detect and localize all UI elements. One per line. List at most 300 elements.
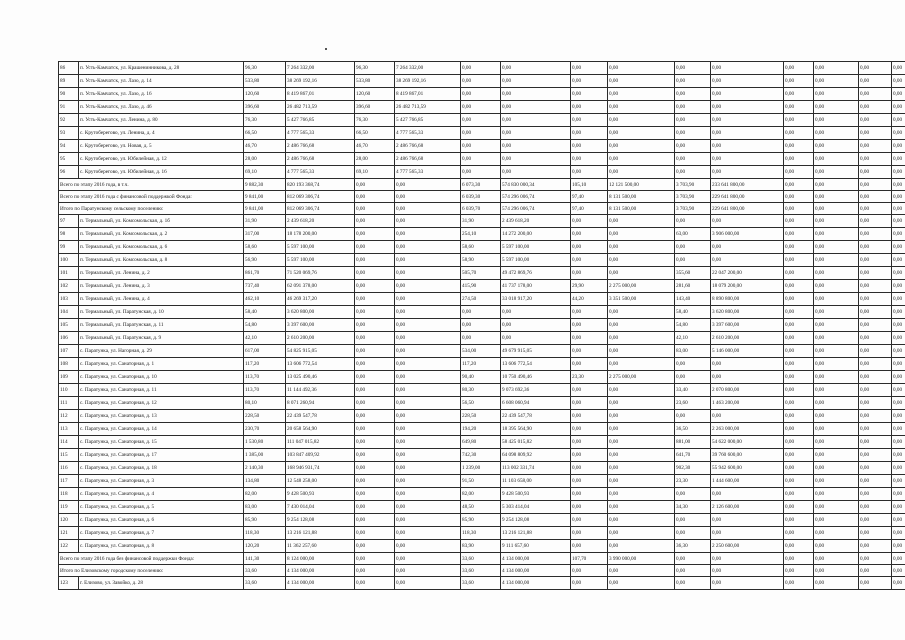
value-cell: 0,00 bbox=[501, 306, 571, 319]
value-cell: 0,00 bbox=[501, 319, 571, 332]
value-cell: 274,50 bbox=[461, 293, 501, 306]
value-cell: 0,00 bbox=[395, 410, 461, 423]
address-cell: п. Термальный, ул. Паратунская, д. 9 bbox=[79, 332, 244, 345]
value-cell: 574 830 000,34 bbox=[501, 179, 571, 191]
value-cell: 8 071 260,94 bbox=[286, 397, 355, 410]
row-number: 100 bbox=[59, 254, 79, 267]
value-cell: 0,00 bbox=[892, 527, 905, 540]
value-cell: 48,50 bbox=[461, 501, 501, 514]
value-cell: 0,00 bbox=[784, 384, 814, 397]
value-cell: 0,00 bbox=[784, 267, 814, 280]
value-cell: 2 610 200,00 bbox=[286, 332, 355, 345]
value-cell: 0,00 bbox=[892, 215, 905, 228]
value-cell: 12 121 500,00 bbox=[608, 179, 675, 191]
value-cell: 3 906 000,00 bbox=[711, 228, 784, 241]
table-body bbox=[59, 62, 905, 590]
row-number: 115 bbox=[59, 449, 79, 462]
value-cell: 0,00 bbox=[355, 514, 395, 527]
value-cell: 0,00 bbox=[892, 254, 905, 267]
value-cell: 0,00 bbox=[814, 345, 859, 358]
table-row bbox=[59, 358, 905, 371]
value-cell: 4 777 565,33 bbox=[286, 166, 355, 179]
row-number: 99 bbox=[59, 241, 79, 254]
value-cell: 0,00 bbox=[859, 397, 892, 410]
value-cell: 0,00 bbox=[395, 436, 461, 449]
value-cell: 0,00 bbox=[892, 501, 905, 514]
value-cell: 0,00 bbox=[784, 565, 814, 577]
value-cell: 0,00 bbox=[675, 241, 711, 254]
value-cell: 2 140,30 bbox=[244, 462, 286, 475]
value-cell: 617,00 bbox=[244, 345, 286, 358]
value-cell: 0,00 bbox=[892, 228, 905, 241]
value-cell: 0,00 bbox=[355, 384, 395, 397]
value-cell: 0,00 bbox=[892, 280, 905, 293]
value-cell: 505,70 bbox=[461, 267, 501, 280]
value-cell: 0,00 bbox=[814, 371, 859, 384]
value-cell: 0,00 bbox=[784, 215, 814, 228]
value-cell: 0,00 bbox=[814, 527, 859, 540]
row-number: 119 bbox=[59, 501, 79, 514]
value-cell: 0,00 bbox=[892, 371, 905, 384]
value-cell: 0,00 bbox=[784, 527, 814, 540]
value-cell: 22 047 200,00 bbox=[711, 267, 784, 280]
value-cell: 0,00 bbox=[859, 62, 892, 75]
value-cell: 0,00 bbox=[355, 345, 395, 358]
value-cell: 13 606 772,54 bbox=[286, 358, 355, 371]
value-cell: 0,00 bbox=[784, 319, 814, 332]
value-cell: 4 134 000,00 bbox=[501, 577, 571, 590]
value-cell: 742,30 bbox=[461, 449, 501, 462]
row-number: 106 bbox=[59, 332, 79, 345]
value-cell: 0,00 bbox=[711, 553, 784, 565]
value-cell: 0,00 bbox=[814, 166, 859, 179]
value-cell: 0,00 bbox=[395, 267, 461, 280]
value-cell: 0,00 bbox=[501, 127, 571, 140]
value-cell: 96,30 bbox=[244, 62, 286, 75]
value-cell: 13 025 490,46 bbox=[286, 371, 355, 384]
value-cell: 0,00 bbox=[501, 75, 571, 88]
table-row bbox=[59, 436, 905, 449]
value-cell: 0,00 bbox=[859, 319, 892, 332]
table-row bbox=[59, 75, 905, 88]
value-cell: 0,00 bbox=[608, 228, 675, 241]
value-cell: 820 193 368,74 bbox=[286, 179, 355, 191]
value-cell: 0,00 bbox=[355, 215, 395, 228]
value-cell: 0,00 bbox=[571, 140, 608, 153]
table-row bbox=[59, 319, 905, 332]
value-cell: 0,00 bbox=[395, 280, 461, 293]
value-cell: 0,00 bbox=[814, 153, 859, 166]
value-cell: 0,00 bbox=[859, 577, 892, 590]
value-cell: 0,00 bbox=[784, 101, 814, 114]
row-number: 105 bbox=[59, 319, 79, 332]
value-cell: 0,00 bbox=[784, 254, 814, 267]
value-cell: 233 641 800,00 bbox=[711, 179, 784, 191]
value-cell: 0,00 bbox=[608, 423, 675, 436]
value-cell: 0,00 bbox=[859, 228, 892, 241]
value-cell: 0,00 bbox=[461, 332, 501, 345]
value-cell: 0,00 bbox=[814, 488, 859, 501]
address-cell: п. Усть-Камчатск, ул. Крашенинникова, д. 28 bbox=[79, 62, 244, 75]
value-cell: 0,00 bbox=[859, 191, 892, 203]
value-cell: 31,90 bbox=[461, 215, 501, 228]
value-cell: 0,00 bbox=[571, 397, 608, 410]
value-cell: 0,00 bbox=[355, 475, 395, 488]
value-cell: 0,00 bbox=[892, 293, 905, 306]
value-cell: 0,00 bbox=[711, 215, 784, 228]
row-number: 98 bbox=[59, 228, 79, 241]
value-cell: 0,00 bbox=[892, 88, 905, 101]
value-cell: 134,80 bbox=[244, 475, 286, 488]
value-cell: 49 679 915,05 bbox=[501, 345, 571, 358]
value-cell: 85,90 bbox=[244, 514, 286, 527]
value-cell: 0,00 bbox=[892, 306, 905, 319]
row-number: 102 bbox=[59, 280, 79, 293]
value-cell: 54,80 bbox=[244, 319, 286, 332]
summary-row bbox=[59, 191, 905, 203]
value-cell: 0,00 bbox=[675, 166, 711, 179]
row-number: 89 bbox=[59, 75, 79, 88]
value-cell: 0,00 bbox=[395, 371, 461, 384]
row-number: 114 bbox=[59, 436, 79, 449]
row-number: 113 bbox=[59, 423, 79, 436]
value-cell: 0,00 bbox=[608, 267, 675, 280]
value-cell: 0,00 bbox=[892, 203, 905, 215]
value-cell: 0,00 bbox=[675, 153, 711, 166]
value-cell: 0,00 bbox=[571, 332, 608, 345]
value-cell: 0,00 bbox=[571, 475, 608, 488]
value-cell: 0,00 bbox=[711, 254, 784, 267]
value-cell: 0,00 bbox=[814, 553, 859, 565]
value-cell: 0,00 bbox=[784, 462, 814, 475]
value-cell: 0,00 bbox=[859, 371, 892, 384]
value-cell: 58,40 bbox=[675, 306, 711, 319]
value-cell: 85,90 bbox=[461, 514, 501, 527]
value-cell: 7 264 332,00 bbox=[286, 62, 355, 75]
value-cell: 33,60 bbox=[461, 577, 501, 590]
value-cell: 0,00 bbox=[675, 127, 711, 140]
value-cell: 9 073 692,36 bbox=[501, 384, 571, 397]
value-cell: 0,00 bbox=[814, 280, 859, 293]
value-cell: 26 482 713,59 bbox=[286, 101, 355, 114]
value-cell: 396,60 bbox=[244, 101, 286, 114]
scan-speck bbox=[325, 48, 327, 50]
value-cell: 0,00 bbox=[859, 565, 892, 577]
table-row bbox=[59, 410, 905, 423]
value-cell: 0,00 bbox=[711, 62, 784, 75]
value-cell: 0,00 bbox=[395, 527, 461, 540]
value-cell: 0,00 bbox=[571, 101, 608, 114]
value-cell: 0,00 bbox=[814, 88, 859, 101]
summary-row bbox=[59, 553, 905, 565]
value-cell: 91,50 bbox=[461, 475, 501, 488]
value-cell: 0,00 bbox=[784, 514, 814, 527]
value-cell: 0,00 bbox=[675, 527, 711, 540]
value-cell: 396,60 bbox=[355, 101, 395, 114]
value-cell: 0,00 bbox=[859, 332, 892, 345]
value-cell: 0,00 bbox=[711, 577, 784, 590]
table-row bbox=[59, 114, 905, 127]
value-cell: 0,00 bbox=[784, 241, 814, 254]
value-cell: 0,00 bbox=[461, 127, 501, 140]
value-cell: 8 131 500,00 bbox=[608, 203, 675, 215]
value-cell: 0,00 bbox=[571, 215, 608, 228]
row-number: 90 bbox=[59, 88, 79, 101]
value-cell: 105,10 bbox=[571, 179, 608, 191]
row-number: 101 bbox=[59, 267, 79, 280]
value-cell: 0,00 bbox=[355, 540, 395, 553]
value-cell: 0,00 bbox=[892, 319, 905, 332]
value-cell: 0,00 bbox=[461, 75, 501, 88]
table-row bbox=[59, 306, 905, 319]
value-cell: 46,70 bbox=[355, 140, 395, 153]
value-cell: 6 073,30 bbox=[461, 179, 501, 191]
value-cell: 9 428 500,93 bbox=[501, 488, 571, 501]
value-cell: 13 216 121,88 bbox=[286, 527, 355, 540]
table-row bbox=[59, 501, 905, 514]
value-cell: 0,00 bbox=[814, 384, 859, 397]
value-cell: 0,00 bbox=[814, 75, 859, 88]
summary-label: Всего по этапу 2016 года, в т.ч. bbox=[59, 179, 244, 191]
value-cell: 66,50 bbox=[355, 127, 395, 140]
value-cell: 2 486 766,68 bbox=[286, 153, 355, 166]
value-cell: 18 079 200,00 bbox=[711, 280, 784, 293]
address-cell: с. Паратунка, ул. Санаторная, д. 11 bbox=[79, 384, 244, 397]
value-cell: 812 069 306,74 bbox=[286, 203, 355, 215]
value-cell: 118,30 bbox=[461, 527, 501, 540]
value-cell: 0,00 bbox=[675, 88, 711, 101]
value-cell: 0,00 bbox=[711, 514, 784, 527]
value-cell: 31,90 bbox=[244, 215, 286, 228]
value-cell: 0,00 bbox=[814, 423, 859, 436]
value-cell: 2 275 000,00 bbox=[608, 371, 675, 384]
value-cell: 0,00 bbox=[608, 101, 675, 114]
table-row bbox=[59, 280, 905, 293]
value-cell: 0,00 bbox=[355, 191, 395, 203]
value-cell: 33,40 bbox=[675, 384, 711, 397]
value-cell: 0,00 bbox=[355, 436, 395, 449]
value-cell: 0,00 bbox=[501, 166, 571, 179]
value-cell: 1 444 600,00 bbox=[711, 475, 784, 488]
value-cell: 0,00 bbox=[355, 306, 395, 319]
value-cell: 4 134 000,00 bbox=[501, 565, 571, 577]
value-cell: 0,00 bbox=[461, 114, 501, 127]
value-cell: 0,00 bbox=[461, 319, 501, 332]
value-cell: 0,00 bbox=[675, 215, 711, 228]
value-cell: 0,00 bbox=[675, 114, 711, 127]
value-cell: 0,00 bbox=[814, 179, 859, 191]
value-cell: 56,90 bbox=[244, 254, 286, 267]
value-cell: 0,00 bbox=[355, 488, 395, 501]
table-row bbox=[59, 527, 905, 540]
value-cell: 649,80 bbox=[461, 436, 501, 449]
value-cell: 0,00 bbox=[859, 436, 892, 449]
value-cell: 0,00 bbox=[395, 488, 461, 501]
value-cell: 0,00 bbox=[675, 358, 711, 371]
value-cell: 0,00 bbox=[711, 101, 784, 114]
value-cell: 0,00 bbox=[675, 514, 711, 527]
value-cell: 55 942 600,00 bbox=[711, 462, 784, 475]
value-cell: 6 039,30 bbox=[461, 191, 501, 203]
value-cell: 0,00 bbox=[461, 101, 501, 114]
value-cell: 38 269 192,16 bbox=[286, 75, 355, 88]
table-row bbox=[59, 540, 905, 553]
row-number: 117 bbox=[59, 475, 79, 488]
value-cell: 0,00 bbox=[859, 267, 892, 280]
value-cell: 0,00 bbox=[395, 345, 461, 358]
value-cell: 0,00 bbox=[675, 553, 711, 565]
value-cell: 0,00 bbox=[784, 153, 814, 166]
value-cell: 3 703,90 bbox=[675, 179, 711, 191]
value-cell: 0,00 bbox=[892, 514, 905, 527]
value-cell: 80,10 bbox=[244, 397, 286, 410]
value-cell: 0,00 bbox=[571, 449, 608, 462]
value-cell: 0,00 bbox=[784, 332, 814, 345]
value-cell: 0,00 bbox=[784, 228, 814, 241]
value-cell: 0,00 bbox=[814, 114, 859, 127]
value-cell: 0,00 bbox=[395, 191, 461, 203]
value-cell: 0,00 bbox=[395, 577, 461, 590]
value-cell: 0,00 bbox=[814, 410, 859, 423]
table-row bbox=[59, 475, 905, 488]
value-cell: 0,00 bbox=[571, 267, 608, 280]
value-cell: 118,30 bbox=[244, 527, 286, 540]
value-cell: 0,00 bbox=[395, 203, 461, 215]
value-cell: 0,00 bbox=[859, 345, 892, 358]
address-cell: с. Паратунка, ул. Нагорная, д. 29 bbox=[79, 345, 244, 358]
value-cell: 902,30 bbox=[675, 462, 711, 475]
address-cell: с. Паратунка, ул. Санаторная, д. 12 bbox=[79, 397, 244, 410]
row-number: 104 bbox=[59, 306, 79, 319]
value-cell: 0,00 bbox=[395, 228, 461, 241]
value-cell: 0,00 bbox=[859, 153, 892, 166]
value-cell: 97,40 bbox=[571, 191, 608, 203]
value-cell: 0,00 bbox=[711, 527, 784, 540]
value-cell: 3 620 800,00 bbox=[286, 306, 355, 319]
value-cell: 0,00 bbox=[784, 577, 814, 590]
value-cell: 141,30 bbox=[244, 553, 286, 565]
value-cell: 0,00 bbox=[608, 114, 675, 127]
row-number: 97 bbox=[59, 215, 79, 228]
value-cell: 0,00 bbox=[501, 88, 571, 101]
value-cell: 0,00 bbox=[784, 114, 814, 127]
value-cell: 0,00 bbox=[571, 75, 608, 88]
value-cell: 0,00 bbox=[608, 215, 675, 228]
row-number: 112 bbox=[59, 410, 79, 423]
value-cell: 0,00 bbox=[892, 565, 905, 577]
value-cell: 58,60 bbox=[461, 241, 501, 254]
value-cell: 2 439 618,20 bbox=[286, 215, 355, 228]
table-row bbox=[59, 153, 905, 166]
value-cell: 76,30 bbox=[244, 114, 286, 127]
summary-label: Итого по Паратунскому сельскому поселению: bbox=[59, 203, 244, 215]
value-cell: 0,00 bbox=[892, 358, 905, 371]
value-cell: 254,10 bbox=[461, 228, 501, 241]
value-cell: 8 124 000,00 bbox=[286, 553, 355, 565]
value-cell: 0,00 bbox=[608, 436, 675, 449]
value-cell: 0,00 bbox=[892, 345, 905, 358]
address-cell: п. Термальный, ул. Ленина, д. 2 bbox=[79, 267, 244, 280]
value-cell: 0,00 bbox=[608, 410, 675, 423]
address-cell: с. Паратунка, ул. Санаторная, д. 15 bbox=[79, 436, 244, 449]
value-cell: 0,00 bbox=[784, 488, 814, 501]
value-cell: 0,00 bbox=[859, 179, 892, 191]
value-cell: 0,00 bbox=[814, 319, 859, 332]
value-cell: 0,00 bbox=[395, 358, 461, 371]
value-cell: 66,50 bbox=[244, 127, 286, 140]
address-cell: п. Термальный, ул. Комсомольская, д. 2 bbox=[79, 228, 244, 241]
value-cell: 0,00 bbox=[355, 449, 395, 462]
value-cell: 36,50 bbox=[675, 423, 711, 436]
address-cell: п. Термальный, ул. Ленина, д. 4 bbox=[79, 293, 244, 306]
value-cell: 0,00 bbox=[395, 293, 461, 306]
value-cell: 36,30 bbox=[675, 540, 711, 553]
value-cell: 0,00 bbox=[892, 488, 905, 501]
value-cell: 0,00 bbox=[501, 62, 571, 75]
value-cell: 54,80 bbox=[675, 319, 711, 332]
value-cell: 113,70 bbox=[244, 384, 286, 397]
value-cell: 143,40 bbox=[675, 293, 711, 306]
value-cell: 0,00 bbox=[784, 345, 814, 358]
value-cell: 0,00 bbox=[571, 488, 608, 501]
row-number: 108 bbox=[59, 358, 79, 371]
address-cell: с. Паратунка, ул. Санаторная, д. 17 bbox=[79, 449, 244, 462]
value-cell: 5 303 414,04 bbox=[501, 501, 571, 514]
value-cell: 33 018 917,20 bbox=[501, 293, 571, 306]
value-cell: 0,00 bbox=[501, 101, 571, 114]
value-cell: 0,00 bbox=[355, 397, 395, 410]
value-cell: 0,00 bbox=[892, 62, 905, 75]
address-cell: п. Термальный, ул. Комсомольская, д. 1б bbox=[79, 215, 244, 228]
address-cell: с. Крутоберегово, ул. Ленина, д. 4 bbox=[79, 127, 244, 140]
value-cell: 230,70 bbox=[244, 423, 286, 436]
value-cell: 0,00 bbox=[608, 254, 675, 267]
value-cell: 0,00 bbox=[395, 215, 461, 228]
value-cell: 0,00 bbox=[784, 62, 814, 75]
row-number: 103 bbox=[59, 293, 79, 306]
value-cell: 0,00 bbox=[395, 462, 461, 475]
value-cell: 0,00 bbox=[355, 565, 395, 577]
value-cell: 9 254 128,08 bbox=[286, 514, 355, 527]
value-cell: 0,00 bbox=[608, 62, 675, 75]
housing-register-table bbox=[58, 61, 905, 590]
value-cell: 6 039,70 bbox=[461, 203, 501, 215]
value-cell: 0,00 bbox=[784, 371, 814, 384]
value-cell: 0,00 bbox=[784, 423, 814, 436]
value-cell: 0,00 bbox=[675, 75, 711, 88]
value-cell: 0,00 bbox=[892, 540, 905, 553]
value-cell: 0,00 bbox=[355, 280, 395, 293]
value-cell: 0,00 bbox=[892, 577, 905, 590]
address-cell: п. Усть-Камчатск, ул. Лазо, д. 14 bbox=[79, 75, 244, 88]
value-cell: 0,00 bbox=[355, 267, 395, 280]
value-cell: 23,30 bbox=[571, 371, 608, 384]
value-cell: 4 777 565,33 bbox=[286, 127, 355, 140]
table-row bbox=[59, 254, 905, 267]
value-cell: 120,60 bbox=[355, 88, 395, 101]
value-cell: 168 946 931,74 bbox=[286, 462, 355, 475]
value-cell: 0,00 bbox=[711, 488, 784, 501]
value-cell: 0,00 bbox=[711, 241, 784, 254]
value-cell: 0,00 bbox=[814, 397, 859, 410]
value-cell: 0,00 bbox=[355, 293, 395, 306]
value-cell: 0,00 bbox=[355, 332, 395, 345]
summary-label: Всего по этапу 2016 года с финансовой поддержкой Фонда: bbox=[59, 191, 244, 203]
value-cell: 0,00 bbox=[355, 410, 395, 423]
value-cell: 0,00 bbox=[608, 88, 675, 101]
value-cell: 0,00 bbox=[571, 527, 608, 540]
value-cell: 0,00 bbox=[814, 228, 859, 241]
